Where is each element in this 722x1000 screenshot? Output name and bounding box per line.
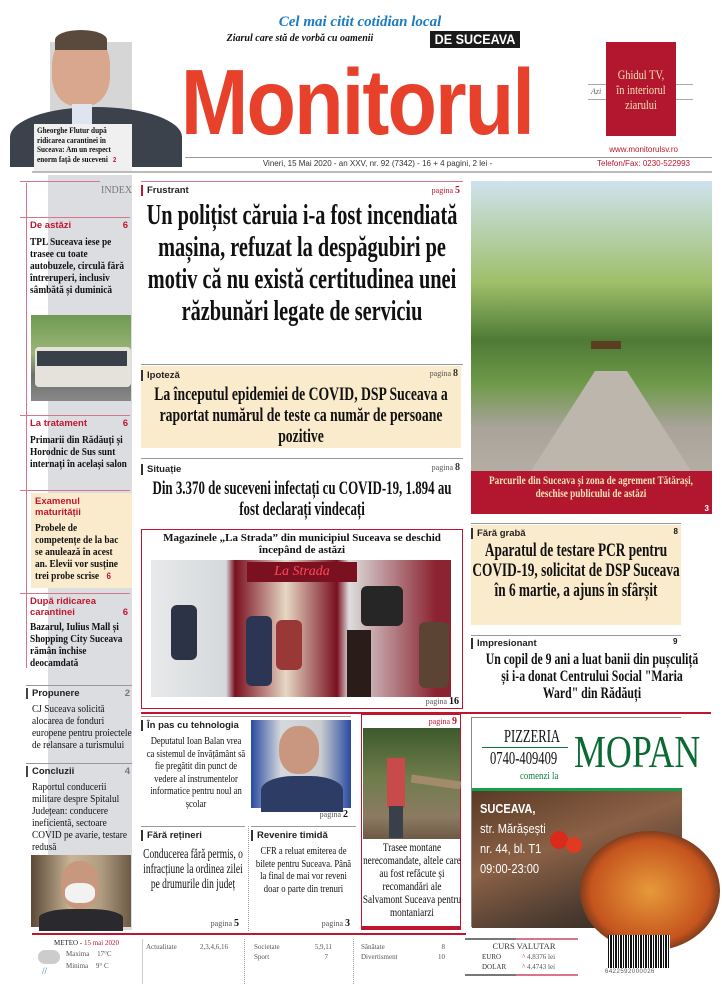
index-section: De astăzi (30, 220, 72, 231)
page-label: pagina (428, 717, 450, 726)
page-number: 9 (673, 637, 678, 646)
tv-guide-promo[interactable] (606, 42, 676, 136)
section-name: Sănătate (361, 943, 385, 951)
page-label: pagina (431, 186, 453, 195)
phone: Telefon/Fax: 0230-522993 (597, 159, 690, 168)
ad-phone: 0740-409409 (490, 748, 558, 768)
section-pages: 2,3,4,6,16 (200, 943, 228, 951)
index-page: 6 (122, 418, 128, 429)
footer: METEO - 15 mai 2020 // Maxima 17°C Minima 9° C Actualitate 2,3,4,6,16 Societate 5,9,11 Sport 7 Sănătate 8 Divertisment 10 CURS VALUTAR EURO ^ 4.8376 lei DOLAR ^ 4.4743 lei 6422592000026 (0, 930, 722, 1000)
tehnologie-kicker: În pas cu tehnologia (141, 720, 239, 731)
section-pages: 7 (324, 953, 328, 961)
index-text: Bazarul, Iulius Mall și Shopping City Suceava rămân închise deocamdată (30, 621, 123, 669)
tehnologie-article[interactable] (141, 716, 356, 821)
page-number: 5 (234, 918, 239, 929)
index-page: 2 (124, 688, 130, 699)
barcode (608, 935, 670, 968)
bus-photo (31, 315, 131, 401)
section-name: Sport (254, 953, 270, 961)
page-number: 9 (452, 716, 457, 727)
retineri-kicker: Fără rețineri (141, 830, 202, 841)
page-number: 5 (455, 185, 460, 196)
index-section: Concluzii (32, 766, 75, 777)
page-number: 8 (673, 527, 678, 536)
index-section: Examenul maturității (35, 496, 81, 518)
min-temp: 9° C (95, 962, 109, 970)
motto: Cel mai citit cotidian local (278, 14, 442, 30)
index-item[interactable] (26, 766, 130, 853)
masked-man-photo (31, 855, 131, 927)
index-page: 6 (106, 571, 111, 582)
revenire-article[interactable] (251, 826, 356, 931)
page-label: pagina (429, 369, 451, 378)
index-text: TPL Suceava iese pe trasee cu toate autobuzele, circulă fără întreruperi, inclusiv sâmbătă și duminică (30, 236, 125, 296)
newspaper-title: Monitorul (180, 50, 534, 154)
page-number: 3 (704, 504, 709, 513)
ad-street: str. Mărășești (480, 821, 546, 836)
copil-kicker: Impresionant (471, 638, 537, 649)
fx-currency: EURO (482, 953, 502, 961)
situatie-headline: Din 3.370 de suceveni infectați cu COVID-19, 1.894 au fost declarați vindecați (152, 478, 452, 520)
section-pages: 10 (438, 953, 445, 961)
index-section: După ridicarea carantinei (30, 596, 96, 618)
pcr-kicker: Fără grabă (471, 528, 526, 539)
page-number: 8 (455, 462, 460, 473)
ad-hours: 09:00-23:00 (480, 861, 539, 876)
parcuri-caption: Parcurile din Suceava și zona de agrement Tătărași, deschise publicului de astăzi (489, 475, 693, 500)
ipoteza-kicker: Ipoteză (141, 370, 180, 381)
copil-headline: Un copil de 9 ani a luat banii din pușculiță și i-a donat Centrului Social "Maria Ward" din Rădăuți (485, 651, 699, 702)
min-label: Minima (66, 962, 89, 970)
store-sign: La Strada (247, 562, 357, 582)
fx-value: 4.8376 lei (527, 953, 556, 961)
pcr-article[interactable] (471, 525, 681, 625)
revenire-kicker: Revenire timidă (251, 830, 328, 841)
park-photo (471, 181, 712, 471)
page-number: 2 (343, 809, 348, 820)
section-name: Divertisment (361, 953, 398, 961)
revenire-text: CFR a reluat emiterea de bilete pentru Suceava. Până la final de mai vor reveni doar o parte din trenuri (255, 846, 352, 895)
situatie-article[interactable] (141, 460, 463, 522)
situatie-kicker: Situație (141, 464, 181, 475)
cover-page: 2 (113, 156, 117, 164)
page-label: pagina (210, 919, 232, 928)
index-text: Raportul conducerii militare despre Spitalul Județean: conducere ineficientă, sectoare COVID pe avarie, testare redusă (32, 781, 128, 853)
lead-headline: Un polițist căruia i-a fost incendiată mașina, refuzat la despăgubiri pe motiv că nu există certitudinea unei răzbunări legate de serviciu (146, 199, 458, 327)
index-page: 6 (122, 607, 128, 618)
max-temp: 17°C (97, 950, 112, 958)
page-label: pagina (431, 463, 453, 472)
lastrada-headline: Magazinele „La Strada” din municipiul Suceava se deschid începând de astăzi (163, 532, 441, 556)
lead-article[interactable] (141, 181, 463, 359)
index-page: 6 (122, 220, 128, 231)
ad-number: nr. 44, bl. T1 (480, 841, 542, 856)
copil-article[interactable] (471, 635, 712, 707)
edition-badge: DE SUCEAVA (430, 31, 520, 48)
balan-photo (251, 720, 351, 808)
index-item[interactable] (31, 493, 132, 588)
page-label: pagina (321, 919, 343, 928)
parcuri-article[interactable] (471, 181, 712, 514)
index-item[interactable] (30, 418, 128, 470)
pizzeria-ad[interactable] (471, 717, 701, 927)
ad-city: SUCEAVA, (480, 801, 536, 816)
page-label: pagina (319, 810, 341, 819)
issue-info: Vineri, 15 Mai 2020 - an XXV, nr. 92 (7342) - 16 + 4 pagini, 2 lei - (262, 159, 493, 168)
tagline: Ziarul care stă de vorbă cu oamenii (226, 33, 374, 44)
page-number: 16 (449, 696, 459, 707)
ad-brand: MOPAN (574, 726, 701, 777)
section-divertisment[interactable] (361, 953, 445, 961)
meteo-label: METEO - (54, 939, 83, 947)
section-societate[interactable] (254, 943, 332, 951)
ipoteza-article[interactable] (141, 366, 461, 448)
ad-pizzeria: PIZZERIA (504, 726, 560, 746)
website-link[interactable]: www.monitorulsv.ro (609, 145, 678, 154)
index-item[interactable] (30, 596, 128, 669)
max-label: Maxima (66, 950, 90, 958)
index-column (0, 175, 135, 935)
index-section: La tratament (30, 418, 88, 429)
section-name: Societate (254, 943, 280, 951)
page-number: 3 (345, 918, 350, 929)
ad-order: comenzi la (520, 770, 559, 782)
section-actualitate[interactable] (146, 943, 228, 951)
salvamont-photo (363, 728, 460, 839)
lastrada-article[interactable] (141, 529, 463, 709)
index-text: CJ Suceava solicită alocarea de fonduri europene pentru proiectele de relansare a turismului (32, 703, 132, 751)
section-name: Actualitate (146, 943, 177, 951)
lastrada-photo (151, 560, 451, 697)
retineri-text: Conducerea fără permis, o infracțiune la ordinea zilei pe drumurile din județ (143, 846, 243, 891)
lead-kicker: Frustrant (141, 185, 189, 196)
meteo-date: 15 mai 2020 (83, 939, 119, 947)
section-sport[interactable] (254, 953, 328, 961)
fx-currency: DOLAR (482, 963, 507, 971)
section-pages: 5,9,11 (314, 943, 332, 951)
fx-value: 4.4743 lei (527, 963, 556, 971)
index-section: Propunere (32, 688, 80, 699)
index-label: INDEX (101, 185, 133, 196)
tehnologie-text: Deputatul Ioan Balan vrea ca sistemul de învățământ să fie pregătit din punct de vedere al instrumentelor informatice pentru noul an școlar (146, 736, 246, 810)
retineri-article[interactable] (141, 826, 245, 931)
page-number: 8 (453, 368, 458, 379)
tv-guide-text: Ghidul TV, în interiorul ziarului (616, 66, 666, 112)
cover-caption-box (34, 124, 132, 171)
ipoteza-headline: La începutul epidemiei de COVID, DSP Suceava a raportat numărul de teste ca număr de persoane pozitive (154, 384, 448, 447)
trasee-text: Trasee montane nerecomandate, altele care au fost refăcute și recomandări ale Salvamont Suceava pentru montaniarzi (362, 842, 462, 919)
section-sanatate[interactable] (361, 943, 445, 951)
index-text: Probele de competențe de la bac se anulează în acest an. Elevii vor susține trei probe scrise (35, 522, 119, 582)
cover-caption: Gheorghe Flutur după ridicarea carantinei în Suceava: Am un respect enorm față de suceveni (37, 125, 111, 164)
pcr-headline: Aparatul de testare PCR pentru COVID-19, solicitat de DSP Suceava în 6 martie, a ajuns în sfârșit (472, 540, 680, 601)
barcode-number: 6422592000026 (605, 969, 655, 975)
today-label: Azi (591, 87, 602, 96)
index-page: 4 (124, 766, 130, 777)
cloud-rain-icon (38, 950, 60, 964)
index-item[interactable] (26, 688, 130, 751)
section-pages: 8 (441, 943, 445, 951)
index-text: Primarii din Rădăuți și Horodnic de Sus sunt internați în același salon (30, 434, 127, 470)
index-item[interactable] (30, 220, 128, 296)
masthead (0, 0, 722, 175)
fx-title: CURS VALUTAR (492, 941, 556, 951)
trasee-article[interactable] (361, 714, 461, 930)
parcuri-caption-box (471, 471, 712, 514)
page-label: pagina (425, 697, 447, 706)
